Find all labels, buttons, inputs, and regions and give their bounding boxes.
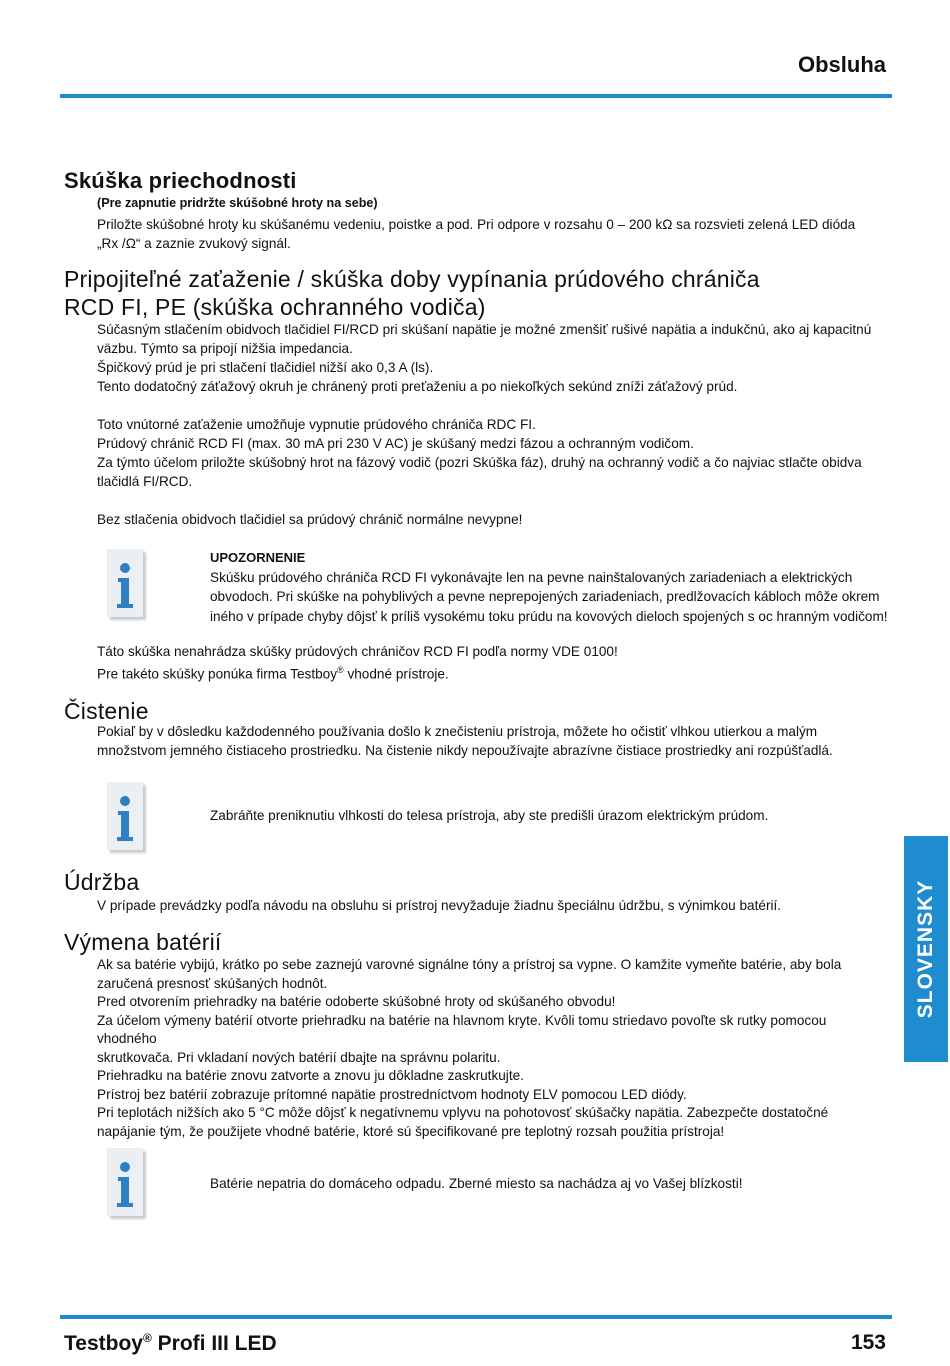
load-line-b2: Prúdový chránič RCD FI (max. 30 mA pri 230 V AC) je skúšaný medzi fázou a ochranným vodičom. (97, 436, 694, 451)
info-icon (107, 549, 143, 617)
load-line-c: Bez stlačenia obidvoch tlačidiel sa prúdový chránič normálne nevypne! (97, 512, 523, 527)
language-side-tab (904, 836, 948, 1062)
continuity-subtitle: (Pre zapnutie pridržte skúšobné hroty na sebe) (97, 196, 378, 210)
battery-line-3: Pred otvorením priehradky na batérie odoberte skúšobné hroty od skúšaného obvodu! (97, 994, 616, 1009)
footer-rule (60, 1315, 892, 1319)
load-line-b1: Toto vnútorné zaťaženie umožňuje vypnutie prúdového chrániča RDC FI. (97, 417, 536, 432)
load-line-a2: väzbu. Týmto sa pripojí nižšia impedancia. (97, 341, 353, 356)
battery-line-5: skrutkovača. Pri vkladaní nových batérií dbajte na správnu polaritu. (97, 1049, 501, 1065)
language-side-label: SLOVENSKY (914, 879, 937, 1019)
page-header-title: Obsluha (797, 52, 886, 77)
footer-product-name: Profi III LED (151, 1332, 277, 1355)
footer-registered-mark: ® (142, 1331, 152, 1345)
cleaning-line-1: Pokiaľ by v dôsledku každodenného používania došlo k znečisteniu prístroja, môžete ho očistiť vlhkou utierkou a malým (97, 724, 818, 739)
notice-rcd (210, 548, 890, 626)
battery-line-2: zaručená presnosť skúšaných hodnôt. (97, 975, 328, 991)
battery-title: Výmena batérií (64, 929, 222, 955)
notice-battery: Batérie nepatria do domáceho odpadu. Zberné miesto sa nachádza aj vo Vašej blízkosti! (210, 1176, 743, 1191)
battery-line-9: napájanie tým, že použijete vhodné batérie, ktoré sú špecifikované pre teplotný rozsah použitia prístroja! (97, 1123, 725, 1139)
footer-brand: Testboy (64, 1332, 143, 1355)
load-line-d: Táto skúška nenahrádza skúšky prúdových chráničov RCD FI podľa normy VDE 0100! (97, 644, 618, 659)
load-line-b3: Za týmto účelom priložte skúšobný hrot na fázový vodič (pozri Skúška fáz), druhý na ochranný vodič a čo najviac stlačte obidva (97, 455, 862, 470)
page-number: 153 (850, 1331, 886, 1354)
battery-line-1: Ak sa batérie vybijú, krátko po sebe zaznejú varovné signálne tóny a prístroj sa vypne. O kamžite vymeňte batérie, aby bola (97, 957, 842, 972)
notice-cleaning: Zabráňte preniknutiu vlhkosti do telesa prístroja, aby ste predišli úrazom elektrickým prúdom. (210, 808, 769, 823)
cleaning-line-2: množstvom jemného čistiaceho prostriedku. Na čistenie nikdy nepoužívajte abrazívne čistiace prostriedky ani rozpúšťadlá. (97, 743, 833, 758)
maintenance-title: Údržba (64, 869, 140, 895)
battery-line-7: Prístroj bez batérií zobrazuje prítomné napätie prostredníctvom hodnoty ELV pomocou LED diódy. (97, 1086, 687, 1102)
info-icon (107, 1148, 143, 1216)
load-line-a3: Špičkový prúd je pri stlačení tlačidiel nižší ako 0,3 A (ls). (97, 360, 434, 375)
load-line-e-text: Pre takéto skúšky ponúka firma Testboy (97, 666, 338, 682)
load-line-a4: Tento dodatočný záťažový okruh je chránený proti preťaženiu a po niekoľkých sekúnd zníži záťažový prúd. (97, 379, 738, 394)
load-title-line-1: Pripojiteľné zaťaženie / skúška doby vypínania prúdového chrániča (64, 266, 760, 292)
load-body-a (97, 320, 889, 396)
header-rule (60, 94, 892, 98)
continuity-line-1: Priložte skúšobné hroty ku skúšanému vedeniu, poistke a pod. Pri odpore v rozsahu 0 – 200 kΩ sa rozsvieti zelená LED dióda (97, 217, 856, 232)
cleaning-body (97, 722, 889, 760)
load-line-a1: Súčasným stlačením obidvoch tlačidiel FI/RCD pri skúšaní napätie je možné zmenšiť rušivé napätia a indukčnú, ako aj kapacitnú (97, 322, 872, 337)
info-icon (107, 782, 143, 850)
battery-body (97, 956, 889, 1141)
continuity-body (97, 194, 889, 253)
continuity-title: Skúška priechodnosti (64, 168, 297, 193)
battery-line-8: Pri teplotách nižších ako 5 °C môže dôjsť k negatívnemu vplyvu na pohotovosť skúšačky napätia. Zabezpečte dostatočné (97, 1105, 829, 1120)
notice-rcd-line-3: iného v prípade chyby dôjsť k príliš vysokému toku prúdu na kovových dieloch spojených s oc hranným vodičom! (210, 608, 888, 624)
registered-mark: ® (337, 665, 344, 675)
cleaning-title: Čistenie (64, 698, 149, 724)
load-line-b4: tlačidlá FI/RCD. (97, 474, 193, 489)
battery-line-4: Za účelom výmeny batérií otvorte priehradku na batérie na hlavnom kryte. Kvôli tomu striedavo povoľte sk rutky pomocou vhodného (97, 1012, 827, 1046)
load-line-e-end: vhodné prístroje. (343, 666, 449, 682)
load-body-d (97, 642, 889, 684)
notice-rcd-heading: UPOZORNENIE (210, 550, 306, 565)
footer-product (64, 1331, 277, 1356)
load-body-b (97, 415, 889, 491)
load-line-e (97, 661, 889, 684)
notice-rcd-line-2: obvodoch. Pri skúške na pohyblivých a pevne neprepojených zariadeniach, predlžovacích kábloch môže okrem (210, 589, 880, 604)
battery-line-6: Priehradku na batérie znovu zatvorte a znovu ju dôkladne zaskrutkujte. (97, 1068, 524, 1083)
maintenance-line: V prípade prevádzky podľa návodu na obsluhu si prístroj nevyžaduje žiadnu špeciálnu údržbu, s výnimkou batérií. (97, 898, 782, 913)
notice-rcd-line-1: Skúšku prúdového chrániča RCD FI vykonávajte len na pevne nainštalovaných zariadeniach a elektrických (210, 569, 853, 585)
continuity-line-2: „Rx /Ω“ a zaznie zvukový signál. (97, 236, 291, 251)
load-title-line-2: RCD FI, PE (skúška ochranného vodiča) (64, 294, 486, 320)
